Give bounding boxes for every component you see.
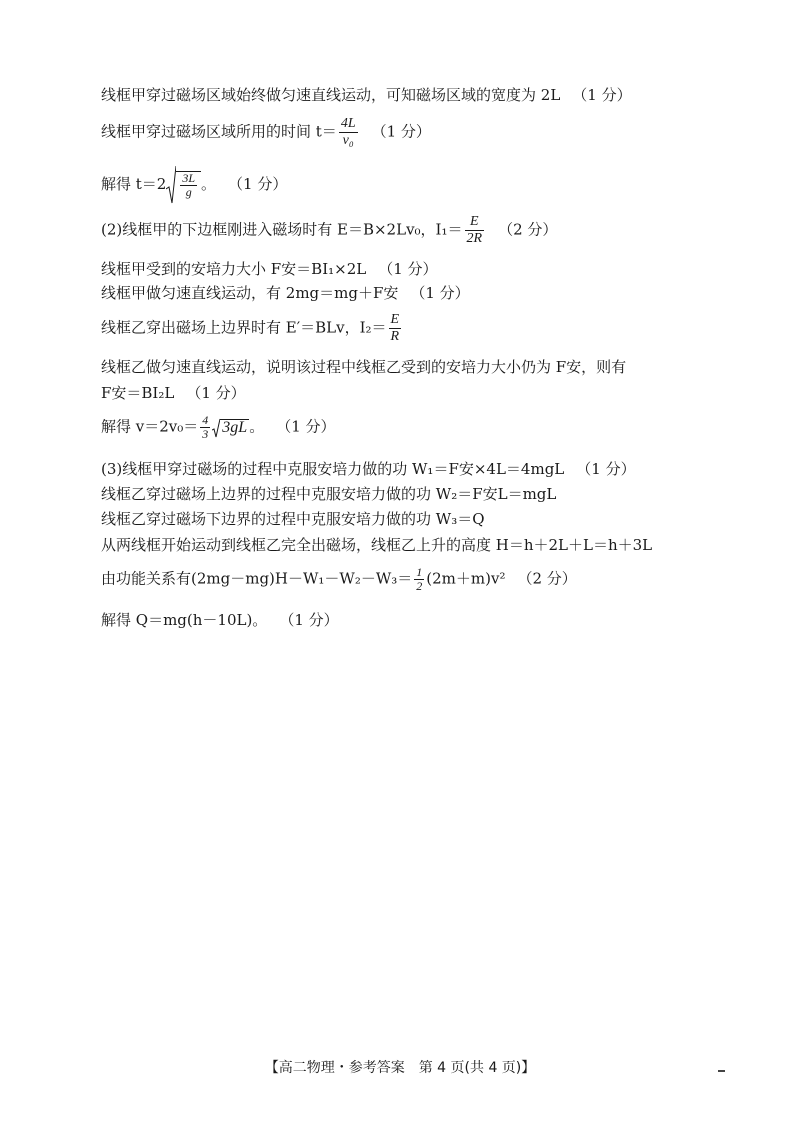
time-fraction-den: v₀: [339, 132, 358, 149]
current-fraction: [465, 214, 485, 247]
answer-line-1: [101, 88, 632, 103]
current2-fraction-num: E: [390, 312, 400, 327]
line-12-text: 线框乙穿过磁场上边界的过程中克服安培力做的功 W₂＝F安L＝mgL: [101, 485, 557, 503]
radical-sign-icon: [212, 418, 220, 438]
time-fraction: [339, 116, 358, 149]
answer-line-8: [101, 360, 626, 375]
velocity-sqrt-body: 3gL: [222, 419, 248, 436]
answer-line-2: [101, 116, 431, 149]
line-9-score: （1 分）: [186, 384, 246, 402]
line-10-score: （1 分）: [276, 417, 336, 436]
velocity-fraction: [200, 414, 210, 441]
sqrt-fraction-den: g: [180, 185, 197, 199]
current-fraction-num: E: [470, 214, 479, 229]
page-footer: 【高二物理・参考答案 第 4 页(共 4 页)】: [264, 1060, 536, 1076]
line-8-text: 线框乙做匀速直线运动，说明该过程中线框乙受到的安培力大小仍为 F安，则有: [101, 358, 627, 376]
radical-sign-icon: [166, 165, 176, 205]
line-9-text: F安＝BI₂L: [101, 384, 175, 402]
answer-line-15: [101, 566, 577, 593]
line-10-end: 。: [249, 417, 265, 436]
answer-line-9: [101, 386, 246, 401]
line-2-score: （1 分）: [371, 122, 431, 141]
line-2-text: 线框甲穿过磁场区域所用的时间 t＝: [101, 122, 337, 141]
line-6-score: （1 分）: [410, 284, 470, 302]
velocity-fraction-den: 3: [202, 427, 209, 441]
energy-fraction-num: 1: [416, 565, 423, 579]
line-4-score: （2 分）: [498, 220, 558, 239]
line-1-score: （1 分）: [572, 86, 632, 104]
line-4-text: (2)线框甲的下边框刚进入磁场时有 E＝B×2Lv₀，I₁＝: [101, 220, 463, 239]
line-10-text: 解得 v＝2v₀＝: [101, 417, 199, 436]
answer-line-12: [101, 487, 556, 502]
answer-line-6: [101, 286, 470, 301]
line-13-text: 线框乙穿过磁场下边界的过程中克服安培力做的功 W₃＝Q: [101, 510, 485, 528]
answer-line-10: [101, 414, 336, 441]
current-fraction-den: 2R: [466, 231, 483, 246]
line-11-score: （1 分）: [576, 460, 636, 478]
time-fraction-num: 4L: [340, 116, 356, 131]
answer-line-16: [101, 613, 339, 628]
velocity-sqrt: [212, 418, 249, 438]
line-11-text: (3)线框甲穿过磁场的过程中克服安培力做的功 W₁＝F安×4L＝4mgL: [101, 460, 565, 478]
velocity-fraction-num: 4: [202, 413, 209, 427]
line-3-text: 解得 t＝2: [101, 175, 167, 193]
answer-line-11: [101, 462, 636, 477]
line-15-text: 由功能关系有(2mg－mg)H－W₁－W₂－W₃＝: [101, 569, 413, 588]
answer-line-7: [101, 312, 403, 345]
line-1-text: 线框甲穿过磁场区域始终做匀速直线运动，可知磁场区域的宽度为 2L: [101, 86, 561, 104]
sqrt-fraction-num: 3L: [182, 171, 196, 185]
energy-fraction-den: 2: [416, 579, 423, 593]
answer-line-5: [101, 262, 438, 277]
line-15-tail: (2m＋m)v²: [426, 569, 506, 588]
corner-mark: [718, 1070, 725, 1072]
line-6-text: 线框甲做匀速直线运动，有 2mg＝mg＋F安: [101, 284, 399, 302]
sqrt-fraction: [180, 172, 197, 199]
line-5-score: （1 分）: [378, 260, 438, 278]
answer-line-13: [101, 512, 485, 527]
line-16-score: （1 分）: [279, 611, 339, 629]
line-5-text: 线框甲受到的安培力大小 F安＝BI₁×2L: [101, 260, 367, 278]
line-3-score: （1 分）: [228, 175, 288, 193]
line-3-end: 。: [201, 175, 217, 193]
line-14-text: 从两线框开始运动到线框乙完全出磁场，线框乙上升的高度 H＝h＋2L＋L＝h＋3L: [101, 536, 653, 554]
answer-line-3: [101, 165, 287, 205]
line-7-text: 线框乙穿出磁场上边界时有 E′＝BLv，I₂＝: [101, 318, 387, 337]
answer-line-4: [101, 214, 557, 247]
current2-fraction-den: R: [390, 329, 400, 344]
energy-fraction: [414, 566, 424, 593]
line-16-text: 解得 Q＝mg(h－10L)。: [101, 611, 268, 629]
current2-fraction: [389, 312, 402, 345]
sqrt-expression: [166, 165, 201, 205]
answer-line-14: [101, 538, 652, 553]
line-15-score: （2 分）: [517, 569, 577, 588]
